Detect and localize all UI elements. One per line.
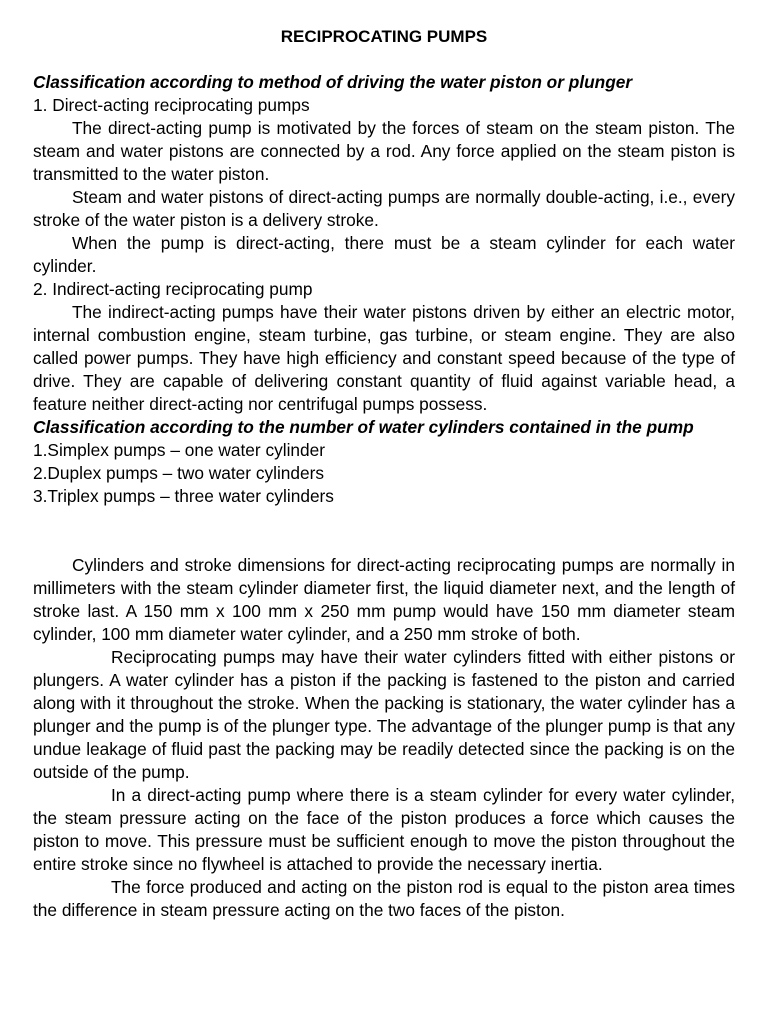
spacer	[33, 48, 735, 71]
list-item-triplex: 3.Triplex pumps – three water cylinders	[33, 486, 334, 506]
paragraph-indirect-acting: The indirect-acting pumps have their water pistons driven by either an electric motor, internal combustion engine, steam turbine, gas turbine, or steam engine. They are also called power pumps. They have high efficiency and constant speed because of the type of drive. They are capable of delivering constant quantity of fluid against variable head, a feature neither direct-acting nor centrifugal pumps possess.	[33, 302, 735, 414]
heading-number-of-cylinders: Classification according to the number of water cylinders contained in the pump	[33, 417, 694, 437]
document-page	[33, 25, 735, 922]
paragraph-direct-acting-1: The direct-acting pump is motivated by the forces of steam on the steam piston. The steam and water pistons are connected by a rod. Any force applied on the steam piston is transmitted to the water piston.	[33, 118, 735, 184]
spacer	[33, 508, 735, 554]
list-item-direct-acting: 1. Direct-acting reciprocating pumps	[33, 95, 310, 115]
paragraph-pistons-plungers: Reciprocating pumps may have their water cylinders fitted with either pistons or plungers. A water cylinder has a piston if the packing is fastened to the piston and carried along with it throughout the stroke. When the packing is stationary, the water cylinder has a plunger and the pump is of the plunger type. The advantage of the plunger pump is that any undue leakage of fluid past the packing may be readily detected since the packing is on the outside of the pump.	[33, 647, 735, 782]
paragraph-steam-pressure: In a direct-acting pump where there is a steam cylinder for every water cylinder, the steam pressure acting on the face of the piston produces a force which causes the piston to move. This pressure must be sufficient enough to move the piston throughout the entire stroke since no flywheel is attached to provide the necessary inertia.	[33, 785, 735, 874]
paragraph-piston-force: The force produced and acting on the piston rod is equal to the piston area times the difference in steam pressure acting on the two faces of the piston.	[33, 877, 735, 920]
list-item-duplex: 2.Duplex pumps – two water cylinders	[33, 463, 325, 483]
paragraph-direct-acting-3: When the pump is direct-acting, there must be a steam cylinder for each water cylinder.	[33, 233, 735, 276]
paragraph-dimensions: Cylinders and stroke dimensions for direct-acting reciprocating pumps are normally in millimeters with the steam cylinder diameter first, the liquid diameter next, and the length of stroke last. A 150 mm x 100 mm x 250 mm pump would have 150 mm diameter steam cylinder, 100 mm diameter water cylinder, and a 250 mm stroke of both.	[33, 555, 735, 644]
heading-driving-method: Classification according to method of driving the water piston or plunger	[33, 72, 633, 92]
paragraph-direct-acting-2: Steam and water pistons of direct-acting pumps are normally double-acting, i.e., every stroke of the water piston is a delivery stroke.	[33, 187, 735, 230]
list-item-simplex: 1.Simplex pumps – one water cylinder	[33, 440, 326, 460]
list-item-indirect-acting: 2. Indirect-acting reciprocating pump	[33, 279, 313, 299]
document-title: RECIPROCATING PUMPS	[280, 27, 488, 46]
